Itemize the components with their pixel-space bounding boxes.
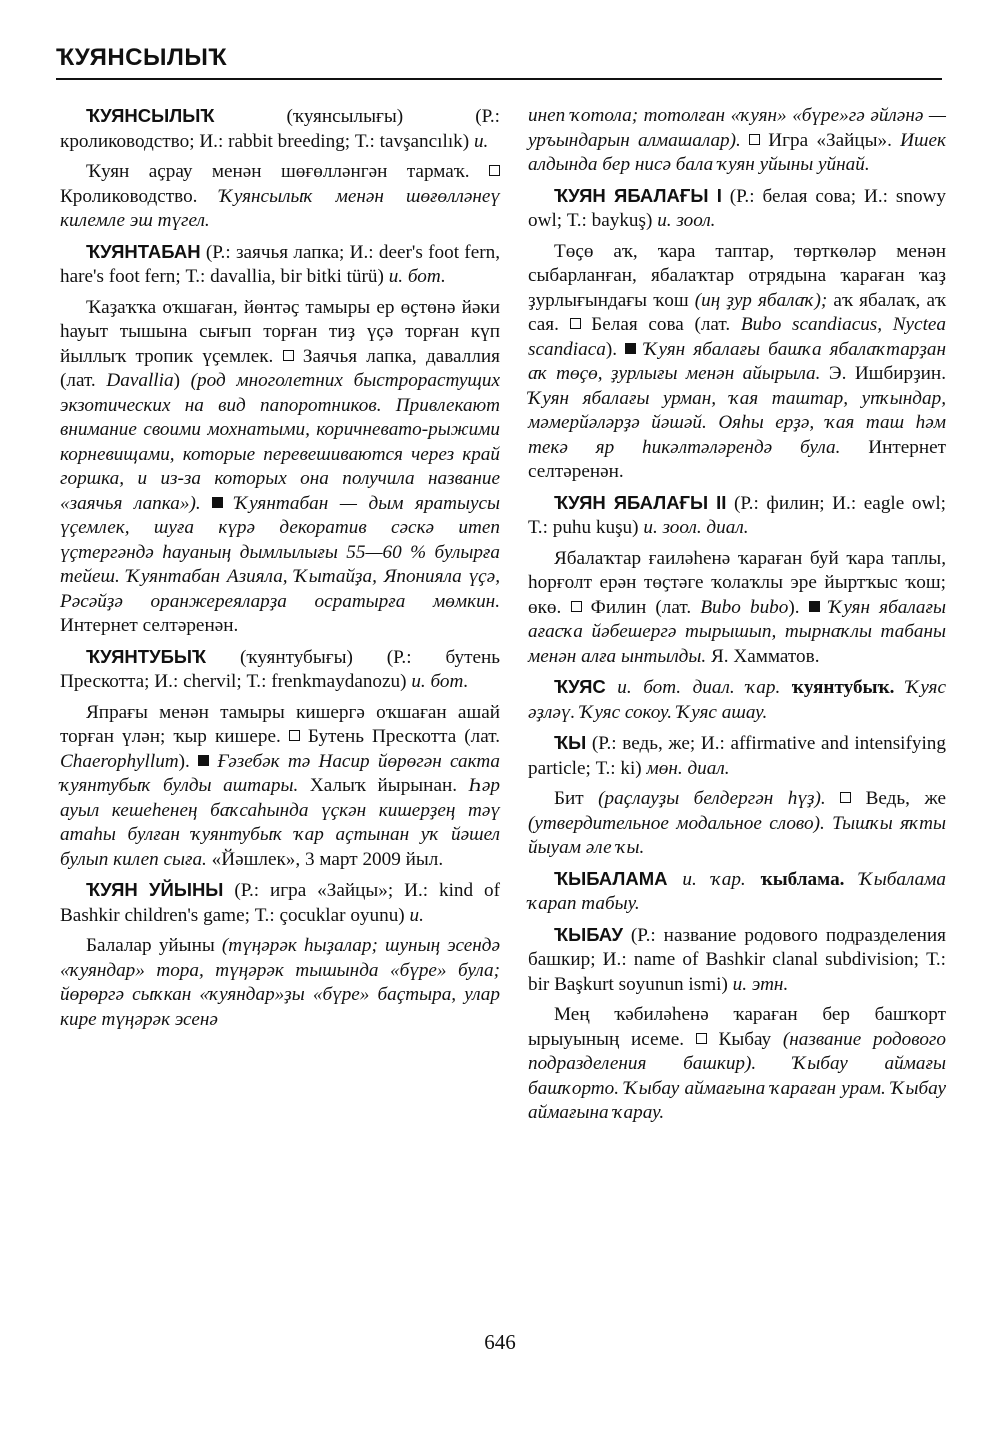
header-rule bbox=[56, 78, 942, 80]
entry-kuyas: ҠУЯС и. бот. диал. ҡар. ҡуянтубыҡ. Ҡуяс әҙләү. Ҡуяс сокоу. Ҡуяс ашау. bbox=[528, 676, 946, 723]
square-marker-icon bbox=[571, 601, 582, 612]
headword: ҠУЯН ЯБАЛАҒЫ II bbox=[554, 491, 727, 513]
definition: Япрағы менән тамыры кишергә оҡшаған ашай торған үлән; ҡыр кишере. Бутень Прескотта (лат. Chaerophyllum). Ғәзебәк тә Насир йөрөгән сакта ҡуянтубыҡ булды аштары. Халыҡ йырынан. Һәр ауыл кешеһенең баҡсаһында үҫкән кишерҙең тәү атаһы булған ҡуянтубыҡ ҡар аҫтынан уҡ йәшел булып килеп сыға. «Йәшлек», 3 март 2009 йыл. bbox=[60, 701, 501, 870]
entry-kuyansylyk: ҠУЯНСЫЛЫҠ (ҡуянсылығы) (Р.: кролиководство; И.: rabbit breeding; Т.: tavşancılık) и. bbox=[60, 105, 500, 152]
square-marker-icon bbox=[840, 792, 851, 803]
headword: ҠЫБАЛАМА bbox=[554, 867, 668, 889]
definition: Төҫө аҡ, ҡара таптар, төрткөләр менән сыбарланған, ябалаҡтар отрядына ҡараған ҡаҙ ҙурлығындағы ҡош (иң ҙур ябалаҡ); аҡ ябалаҡ, аҡ сая. Белая сова (лат. Bubo scandiacus, Nyctea scandiaca). Ҡуян ябалағы башҡа ябалаҡтарҙан аҡ төҫө, ҙурлығы менән айырыла. Э. Ишбирҙин. Ҡуян ябалағы урман, ҡая таштар, упҡындар, мәмерйәләрҙә йәшәй. Ояһы ерҙә, ҡая таш һәм текә яр һикәлтәләрендә була. Интернет селтәренән. bbox=[528, 240, 947, 482]
entry-kuyantubyk: ҠУЯНТУБЫҠ (ҡуянтубығы) (Р.: бутень Прескотта; И.: chervil; Т.: frenkmaydanozu) и. бот. bbox=[60, 645, 500, 692]
entry-ky: ҠЫ (Р.: ведь, же; И.: affirmative and intensifying particle; Т.: ki) мөн. диал. bbox=[528, 732, 946, 779]
square-marker-icon bbox=[696, 1033, 707, 1044]
headword: ҠЫБАУ bbox=[554, 923, 623, 945]
entry-kuyan-yabalagy-1: ҠУЯН ЯБАЛАҒЫ I (Р.: белая сова; И.: snowy owl; Т.: baykuş) и. зоол. bbox=[528, 184, 946, 231]
example-marker-icon bbox=[198, 755, 209, 766]
headword: ҠЫ bbox=[554, 732, 587, 753]
headword: ҠУЯН УЙЫНЫ bbox=[86, 879, 224, 900]
definition: Ҡаҙаҡҡа оҡшаған, йөнтәҫ тамыры ер өҫтөнә йәки һауыт тышына сығып торған тиҙ үҫә торған күп йыллыҡ тропик үҫемлек. Заячья лапка, даваллия (лат. Davallia) (род многолетних быстрорастущих экзотических на вид папоротников. Привлекают внимание своими мохнатыми, коричневато-рыжими корневищами, которые перевешиваются через край горшка, и из-за которых она получила название «заячья лапка»). Ҡуянтабан — дым яратыусы үҫемлек, шуға күрә декоратив сәскә итеп үҫтергәндә һауаның дымлылығы 55—60 % булырға тейеш. Ҡуянтабан Азияла, Ҡытайҙа, Японияла үҫә, Рәсәйҙә оранжереяларҙа осратырға мөмкин. Интернет селтәренән. bbox=[60, 296, 501, 636]
headword: ҠУЯС bbox=[554, 676, 606, 697]
definition-continued: инеп ҡотола; тотолған «ҡуян» «бүре»гә әйләнә — уръындарын алмашалар). Игра «Зайцы». Ишек алдында бер нисә бала ҡуян уйыны уйнай. bbox=[528, 105, 946, 175]
example-marker-icon bbox=[809, 601, 820, 612]
definition: Ябалаҡтар ғаиләһенә ҡараған буй ҡара таплы, һорғолт ерән төҫтәге ҡолаҡлы эре йыртҡыс ҡош; өкө. Филин (лат. Bubo bubo). Ҡуян ябалағы ағасҡа йәбешергә тырышып, тырнаҡлы табаны менән алға ынтылды. Я. Хамматов. bbox=[528, 547, 946, 667]
square-marker-icon bbox=[749, 134, 760, 145]
cross-reference: ҡуянтубыҡ. bbox=[791, 677, 895, 698]
example-marker-icon bbox=[625, 343, 636, 354]
example-marker-icon bbox=[212, 497, 223, 508]
square-marker-icon bbox=[489, 165, 500, 176]
definition: Мең ҡәбиләһенә ҡараған бер башҡорт ырыуының исеме. Кыбау (название родового подразделения башкир). Ҡыбау аймағы башҡорто. Ҡыбау аймағына ҡараған урам. Ҡыбау аймағына ҡарау. bbox=[528, 1004, 947, 1123]
page-number: 646 bbox=[484, 1330, 516, 1354]
cross-reference: ҡыблама. bbox=[760, 868, 845, 890]
entry-kybalama: ҠЫБАЛАМА и. ҡар. ҡыблама. Ҡыбалама ҡарап табыу. bbox=[528, 867, 947, 914]
entry-kuyan-uyyny: ҠУЯН УЙЫНЫ (Р.: игра «Зайцы»; И.: kind of Bashkir children's game; Т.: çocuklar oyunu) и. bbox=[60, 879, 500, 926]
square-marker-icon bbox=[283, 350, 294, 361]
square-marker-icon bbox=[570, 318, 581, 329]
left-column bbox=[60, 104, 500, 1038]
running-head: ҠУЯНСЫЛЫҠ bbox=[56, 44, 228, 71]
entry-kybau: ҠЫБАУ (Р.: название родового подразделения башкир; И.: name of Bashkir clanal subdivision; Т.: bir Başkurt soyunun ismi) и. этн. bbox=[528, 923, 946, 995]
headword: ҠУЯНТАБАН bbox=[86, 240, 201, 262]
entry-kuyan-yabalagy-2: ҠУЯН ЯБАЛАҒЫ II (Р.: филин; И.: eagle owl; Т.: puhu kuşu) и. зоол. диал. bbox=[528, 491, 946, 538]
entry-kuyantaban: ҠУЯНТАБАН (Р.: заячья лапка; И.: deer's foot fern, hare's foot fern; Т.: davallia, bir bitki türü) и. бот. bbox=[60, 240, 500, 287]
right-column bbox=[528, 104, 946, 1132]
definition: Балалар уйыны (түңәрәк һыҙалар; шуның эсендә «ҡуяндар» тора, түңәрәк тышында «бүре» була; йөрөргә сыҡкан «ҡуяндар»ҙы «бүре» баҫтыра, улар кире түңәрәк эсенә bbox=[60, 935, 500, 1030]
headword: ҠУЯНТУБЫҠ bbox=[86, 645, 207, 667]
definition: Ҡуян аҫрау менән шөғөлләнгән тармаҡ. Кролиководство. Ҡуянсылыҡ менән шөғөлләнеү килемле эш түгел. bbox=[60, 161, 500, 231]
headword: ҠУЯНСЫЛЫҠ bbox=[86, 105, 215, 126]
headword: ҠУЯН ЯБАЛАҒЫ I bbox=[554, 184, 722, 206]
definition: Бит (раҫлауҙы белдергән һүҙ). Ведь, же (утвердительное модальное слово). Тышҡы яҡты йыуам әле ҡы. bbox=[528, 788, 946, 858]
square-marker-icon bbox=[289, 730, 300, 741]
